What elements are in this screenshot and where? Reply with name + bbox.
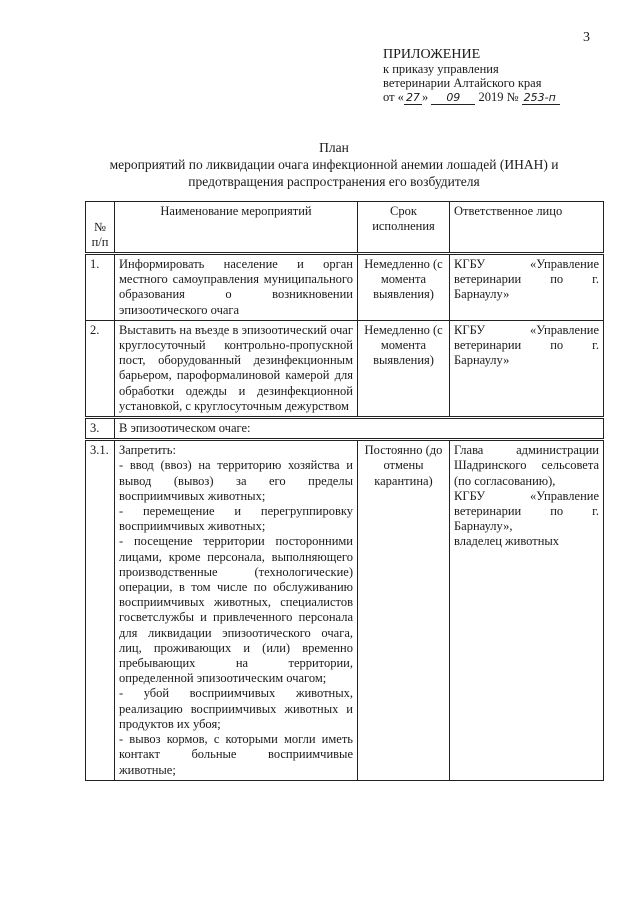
date-day: 27	[405, 91, 420, 104]
page-number: 3	[583, 30, 590, 45]
row-responsible: КГБУ «Управление ветеринарии по г. Барнаулу»	[450, 320, 604, 417]
responsible-1: Глава администрации Шадринского сельсовета (по согласованию),	[454, 443, 599, 488]
measures-table	[85, 201, 604, 781]
row-num: 3.1.	[86, 440, 115, 780]
row-section-title: В эпизоотическом очаге:	[115, 418, 604, 440]
header-num: № п/п	[86, 202, 115, 254]
row-responsible: КГБУ «Управление ветеринарии по г. Барнаулу»	[450, 254, 604, 321]
row-measure: Выставить на въезде в эпизоотический очаг круглосуточный контрольно-пропускной пост, оборудованный дезинфекционным барьером, пароформалиновой камерой для обработки одежды и дезинфекционной установкой, с круглосуточным дежурством	[115, 320, 358, 417]
measure-item: - вывоз кормов, с которыми могли иметь контакт больные восприимчивые животные;	[119, 732, 353, 777]
row-num: 3.	[86, 418, 115, 440]
document-title	[60, 139, 608, 190]
table-row-section	[86, 418, 604, 440]
table-row	[86, 320, 604, 417]
measure-item: - убой восприимчивых животных, реализацию восприимчивых животных и продуктов их убоя;	[119, 686, 353, 731]
measure-item: - ввод (ввоз) на территорию хозяйства и вывод (вывоз) за его пределы восприимчивых животных;	[119, 458, 353, 503]
measure-intro: Запретить:	[119, 443, 176, 458]
date-month: 09	[431, 92, 475, 105]
responsible-3: владелец животных	[454, 534, 560, 549]
appendix-line-order: к приказу управления	[383, 62, 499, 76]
table-row	[86, 440, 604, 780]
row-responsible	[450, 440, 604, 780]
title-line-1: План	[319, 140, 349, 155]
table-row	[86, 254, 604, 321]
appendix-line-department: ветеринарии Алтайского края	[383, 76, 542, 90]
date-mid: »	[421, 90, 429, 104]
row-term: Немедленно (с момента выявления)	[358, 320, 450, 417]
responsible-2: КГБУ «Управление ветеринарии по г. Барнаулу»,	[454, 488, 599, 534]
appendix-heading: ПРИЛОЖЕНИЕ	[383, 47, 481, 62]
header-responsible: Ответственное лицо	[450, 202, 604, 254]
header-term: Срок исполнения	[358, 202, 450, 254]
table-header-row	[86, 202, 604, 254]
appendix-date-line	[383, 90, 560, 105]
row-measure	[115, 440, 358, 780]
appendix-block	[383, 48, 560, 105]
title-line-2: мероприятий по ликвидации очага инфекционной анемии лошадей (ИНАН) и	[109, 157, 559, 172]
date-prefix: от «	[383, 90, 404, 104]
row-num: 1.	[86, 254, 115, 321]
header-name: Наименование мероприятий	[115, 202, 358, 254]
measure-item: - посещение территории посторонними лицами, кроме персонала, выполняющего производственные (технологические) операции, в том числе по обслуживанию восприимчивых животных, специалистов госветслужбы и привлеченного персонала для ликвидации эпизоотического очага, лиц, проживающих и (или) временно пребывающих на территории, определенной эпизоотическим очагом;	[119, 534, 353, 686]
date-year: 2019 №	[478, 90, 519, 104]
title-line-3: предотвращения распространения его возбудителя	[188, 174, 480, 189]
measure-item: - перемещение и перегруппировку восприимчивых животных;	[119, 504, 353, 534]
row-term: Постоянно (до отмены карантина)	[358, 440, 450, 780]
row-num: 2.	[86, 320, 115, 417]
doc-number: 253-п	[522, 92, 560, 105]
row-measure: Информировать население и орган местного самоуправления муниципального образования о возникновении эпизоотического очага	[115, 254, 358, 321]
row-term: Немедленно (с момента выявления)	[358, 254, 450, 321]
